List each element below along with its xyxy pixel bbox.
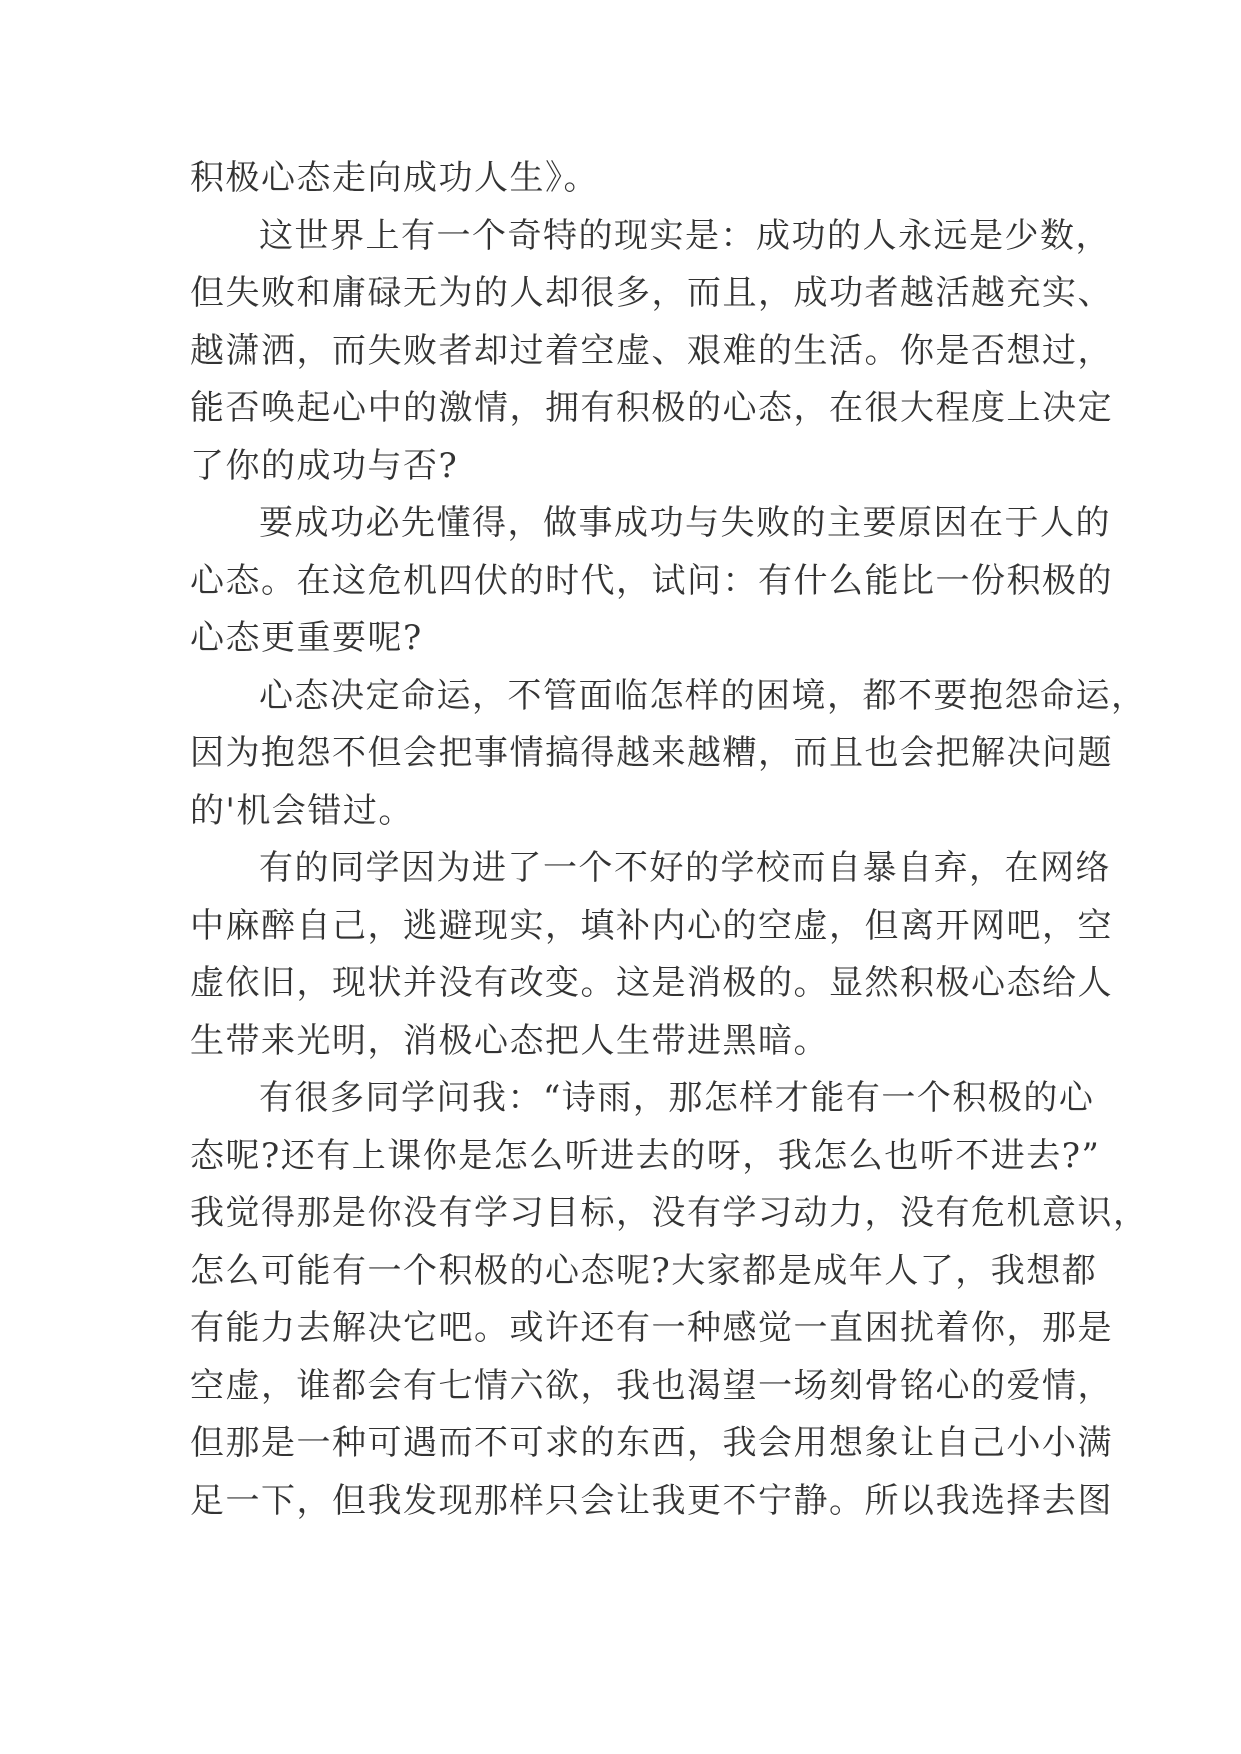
paragraph xyxy=(190,150,1070,208)
text-line: 有能力去解决它吧。或许还有一种感觉一直困扰着你，那是 xyxy=(190,1308,1113,1348)
text-line: 但那是一种可遇而不可求的东西，我会用想象让自己小小满 xyxy=(190,1423,1113,1463)
text-line: 怎么可能有一个积极的心态呢?大家都是成年人了，我想都 xyxy=(190,1250,1098,1291)
paragraph xyxy=(190,840,1113,1070)
text-line: 要成功必先懂得，做事成功与失败的主要原因在于人的 xyxy=(259,503,1111,543)
text-line: 虚依旧，现状并没有改变。这是消极的。显然积极心态给人 xyxy=(190,963,1113,1003)
text-line: 空虚，谁都会有七情六欲，我也渴望一场刻骨铭心的爱情， xyxy=(190,1365,1113,1406)
text-line: 越潇洒，而失败者却过着空虚、艰难的生活。你是否想过， xyxy=(190,330,1113,371)
text-line: 心态。在这危机四伏的时代，试问：有什么能比一份积极的 xyxy=(190,560,1113,601)
paragraph xyxy=(190,495,1113,668)
paragraph xyxy=(190,208,1113,496)
document-body xyxy=(190,150,1149,1530)
document-page xyxy=(190,150,1149,1530)
text-line: 积极心态走向成功人生》。 xyxy=(190,158,599,198)
text-line: 能否唤起心中的激情，拥有积极的心态，在很大程度上决定 xyxy=(190,388,1113,428)
text-line: 心态更重要呢? xyxy=(190,618,423,658)
text-line: 有的同学因为进了一个不好的学校而自暴自弃，在网络 xyxy=(259,848,1111,888)
text-line: 中麻醉自己，逃避现实，填补内心的空虚，但离开网吧，空 xyxy=(190,905,1113,946)
paragraph xyxy=(190,1070,1149,1530)
text-line: 有很多同学问我：“诗雨，那怎样才能有一个积极的心 xyxy=(259,1078,1095,1118)
text-line: 因为抱怨不但会把事情搞得越来越糟，而且也会把解决问题 xyxy=(190,733,1113,773)
text-line: 足一下，但我发现那样只会让我更不宁静。所以我选择去图 xyxy=(190,1480,1113,1521)
text-line: 心态决定命运，不管面临怎样的困境，都不要抱怨命运， xyxy=(259,675,1147,716)
text-line: 生带来光明，消极心态把人生带进黑暗。 xyxy=(190,1020,829,1061)
paragraph xyxy=(190,668,1147,841)
text-line: 我觉得那是你没有学习目标，没有学习动力，没有危机意识， xyxy=(190,1193,1149,1233)
text-line: 的'机会错过。 xyxy=(190,790,414,831)
text-line: 但失败和庸碌无为的人却很多，而且，成功者越活越充实、 xyxy=(190,273,1113,313)
text-line: 这世界上有一个奇特的现实是：成功的人永远是少数， xyxy=(259,215,1111,256)
text-line: 态呢?还有上课你是怎么听进去的呀，我怎么也听不进去?” xyxy=(190,1135,1101,1176)
text-line: 了你的成功与否? xyxy=(190,445,459,486)
